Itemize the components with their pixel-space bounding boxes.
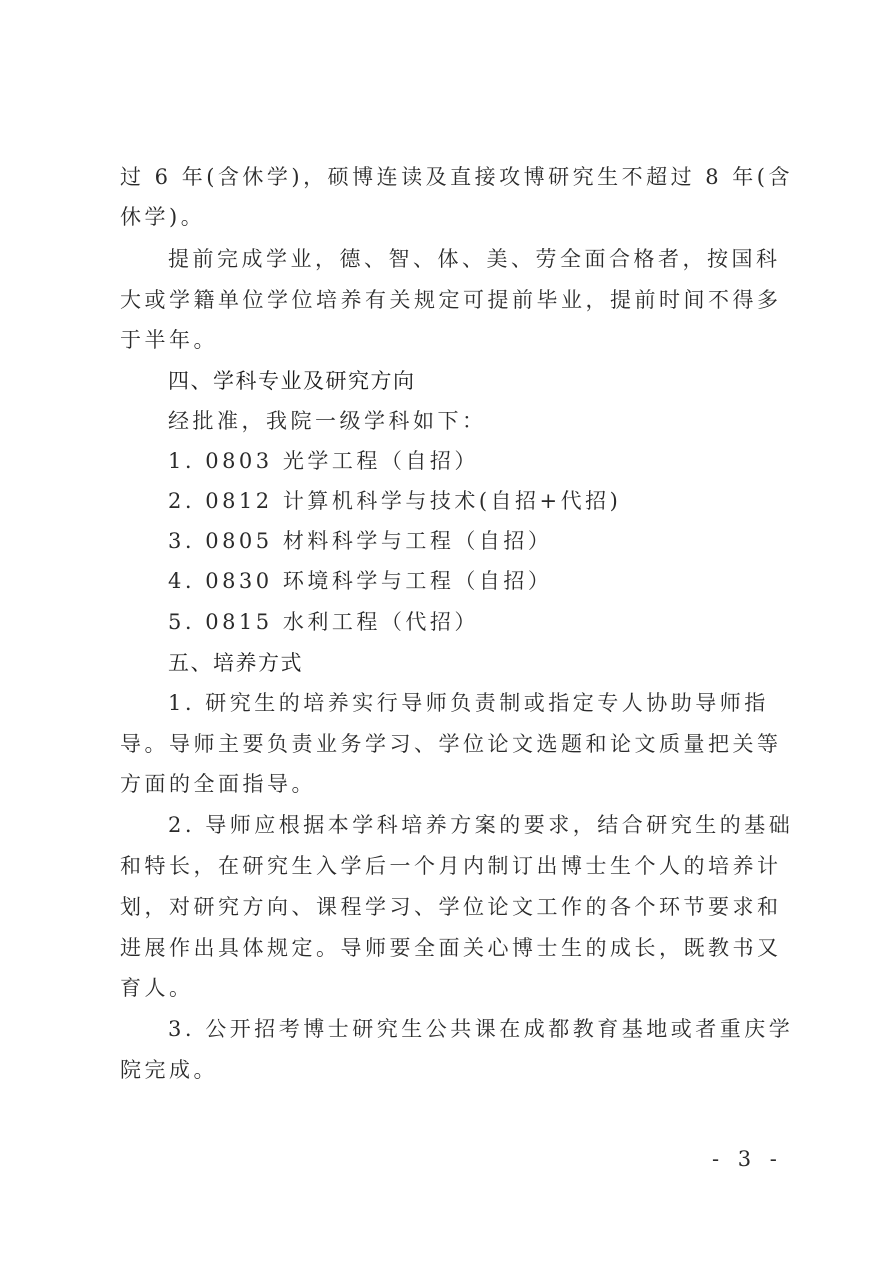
text-line: 大或学籍单位学位培养有关规定可提前毕业，提前时间不得多 [120, 288, 782, 312]
discipline-item: 3. 0805 材料科学与工程（自招） [168, 529, 553, 553]
discipline-item: 5. 0815 水利工程（代招） [168, 610, 479, 634]
discipline-item: 4. 0830 环境科学与工程（自招） [168, 569, 553, 593]
section-heading: 四、学科专业及研究方向 [168, 369, 416, 393]
text-line: 和特长，在研究生入学后一个月内制订出博士生个人的培养计 [120, 854, 782, 878]
text-line: 进展作出具体规定。导师要全面关心博士生的成长，既教书又 [120, 936, 782, 960]
text-line: 2. 导师应根据本学科培养方案的要求，结合研究生的基础 [168, 813, 794, 837]
text-line: 方面的全面指导。 [120, 772, 316, 796]
discipline-item: 2. 0812 计算机科学与技术(自招+代招) [168, 489, 622, 513]
text-line: 院完成。 [120, 1058, 218, 1082]
text-line: 经批准，我院一级学科如下： [168, 409, 487, 433]
text-line: 过 6 年(含休学)，硕博连读及直接攻博研究生不超过 8 年(含 [120, 165, 793, 189]
text-line: 1. 研究生的培养实行导师负责制或指定专人协助导师指 [168, 691, 769, 715]
text-line: 3. 公开招考博士研究生公共课在成都教育基地或者重庆学 [168, 1017, 794, 1041]
text-line: 划，对研究方向、课程学习、学位论文工作的各个环节要求和 [120, 895, 782, 919]
text-line: 休学)。 [120, 205, 206, 229]
page-number: - 3 - [712, 1147, 783, 1171]
text-line: 育人。 [120, 976, 194, 1000]
text-line: 提前完成学业，德、智、体、美、劳全面合格者，按国科 [168, 247, 781, 271]
discipline-item: 1. 0803 光学工程（自招） [168, 449, 479, 473]
text-line: 于半年。 [120, 328, 218, 352]
section-heading: 五、培养方式 [168, 651, 303, 675]
text-line: 导。导师主要负责业务学习、学位论文选题和论文质量把关等 [120, 732, 782, 756]
